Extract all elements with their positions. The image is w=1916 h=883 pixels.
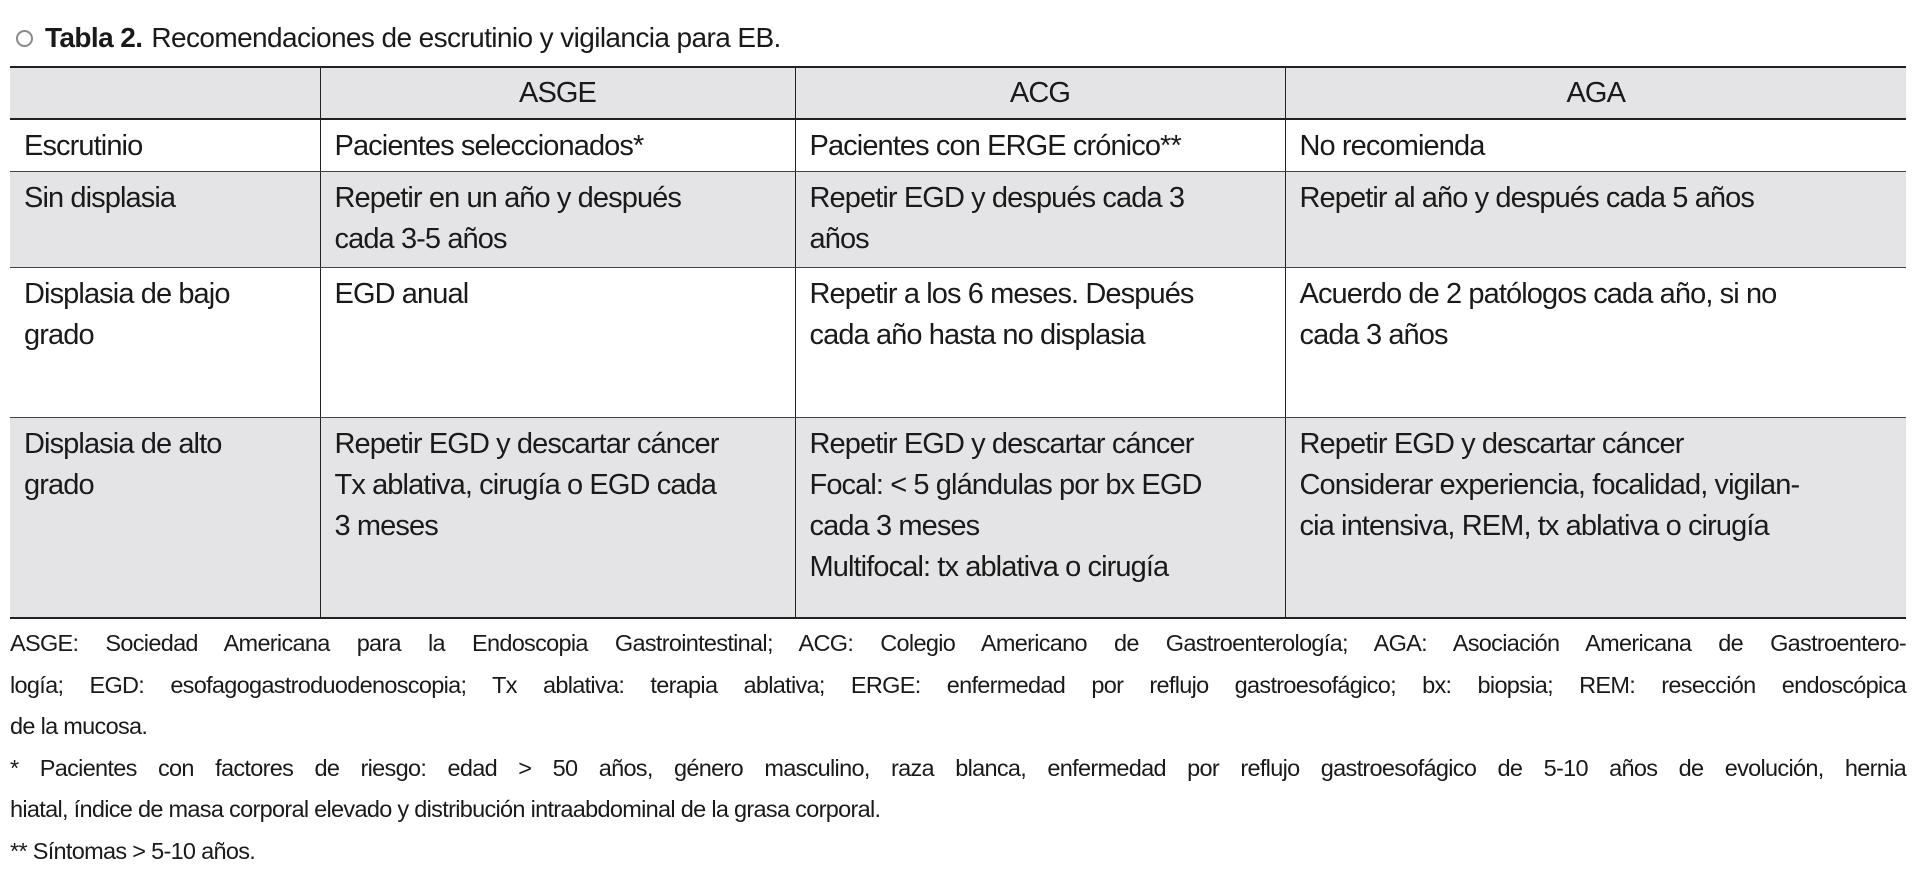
- table-header-row: [10, 67, 1906, 119]
- acg-cell: [795, 171, 1285, 267]
- cell-text-line: Pacientes seleccionados*: [334, 130, 644, 162]
- row-label-cell: [10, 417, 320, 618]
- note-line: ASGE: Sociedad Americana para la Endoscopia Gastrointestinal; ACG: Colegio Americano de Gastroenterología; AGA: Asociación Americana de Gastroentero-: [10, 630, 1906, 656]
- recommendations-table: [10, 66, 1906, 619]
- note-line: * Pacientes con factores de riesgo: edad > 50 años, género masculino, raza blanca, enfermedad por reflujo gastroesofágico de 5-10 años de evolución, hernia: [10, 754, 1906, 781]
- acg-cell: [795, 119, 1285, 171]
- cell-text-line: Pacientes con ERGE crónico**: [809, 130, 1181, 162]
- cell-text-line: Displasia de alto: [24, 427, 222, 460]
- asge-cell: [320, 171, 795, 267]
- cell-text-line: Repetir en un año y después: [334, 181, 682, 214]
- header-cell-empty: [10, 67, 320, 119]
- caption-text: Recomendaciones de escrutinio y vigilancia para EB.: [151, 22, 781, 53]
- cell-text-line: Escrutinio: [24, 130, 143, 162]
- cell-text-line: cada año hasta no displasia: [809, 318, 1145, 351]
- cell-text-line: Sin displasia: [24, 181, 176, 214]
- table-row: [10, 119, 1906, 171]
- cell-text-line: Repetir a los 6 meses. Después: [809, 277, 1194, 310]
- cell-text-line: cada 3 meses: [809, 509, 980, 542]
- row-label-cell: [10, 267, 320, 417]
- cell-text-line: Acuerdo de 2 patólogos cada año, si no: [1299, 277, 1777, 310]
- cell-text-line: Repetir EGD y descartar cáncer: [1299, 427, 1684, 460]
- cell-text-line: Repetir EGD y después cada 3: [809, 181, 1185, 214]
- cell-text-line: Repetir al año y después cada 5 años: [1299, 181, 1754, 214]
- cell-text-line: Multifocal: tx ablativa o cirugía: [809, 550, 1169, 583]
- note-line: hiatal, índice de masa corporal elevado y distribución intraabdominal de la grasa corporal.: [10, 796, 881, 822]
- abbreviations-note: [10, 623, 1906, 748]
- table-row: [10, 417, 1906, 618]
- table-notes: [10, 623, 1906, 872]
- footnote-risk-factors: [10, 748, 1906, 831]
- note-line: ** Síntomas > 5-10 años.: [10, 837, 256, 864]
- cell-text-line: No recomienda: [1299, 130, 1485, 162]
- cell-text-line: EGD anual: [334, 277, 469, 310]
- cell-text-line: 3 meses: [334, 509, 438, 542]
- aga-cell: [1285, 417, 1906, 618]
- table-row: [10, 267, 1906, 417]
- asge-cell: [320, 119, 795, 171]
- table-row: [10, 171, 1906, 267]
- cell-text-line: grado: [24, 468, 94, 501]
- asge-cell: [320, 267, 795, 417]
- footnote-symptoms: [10, 831, 1906, 873]
- row-label-cell: [10, 171, 320, 267]
- cell-text-line: Tx ablativa, cirugía o EGD cada: [334, 468, 717, 501]
- cell-text-line: Repetir EGD y descartar cáncer: [334, 427, 719, 460]
- cell-text-line: cada 3 años: [1299, 318, 1448, 351]
- cell-text-line: Considerar experiencia, focalidad, vigilan-: [1299, 468, 1800, 501]
- note-line: logía; EGD: esofagogastroduodenoscopia; Tx ablativa: terapia ablativa; ERGE: enfermedad por reflujo gastroesofágico; bx: biopsia; REM: resección endoscópica: [10, 671, 1906, 698]
- cell-text-line: Displasia de bajo: [24, 277, 230, 310]
- header-cell-aga: AGA: [1285, 67, 1906, 119]
- note-line: de la mucosa.: [10, 713, 148, 739]
- cell-text-line: grado: [24, 318, 94, 351]
- asge-cell: [320, 417, 795, 618]
- table-caption: [16, 18, 1906, 58]
- cell-text-line: cada 3-5 años: [334, 222, 507, 255]
- acg-cell: [795, 417, 1285, 618]
- acg-cell: [795, 267, 1285, 417]
- cell-text-line: cia intensiva, REM, tx ablativa o cirugía: [1299, 509, 1769, 542]
- cell-text-line: Repetir EGD y descartar cáncer: [809, 427, 1194, 460]
- aga-cell: [1285, 119, 1906, 171]
- header-cell-asge: ASGE: [320, 67, 795, 119]
- header-cell-acg: ACG: [795, 67, 1285, 119]
- row-label-cell: [10, 119, 320, 171]
- cell-text-line: años: [809, 222, 869, 255]
- aga-cell: [1285, 171, 1906, 267]
- aga-cell: [1285, 267, 1906, 417]
- cell-text-line: Focal: < 5 glándulas por bx EGD: [809, 468, 1202, 501]
- circle-bullet-icon: [16, 30, 33, 47]
- caption-label: Tabla 2.: [45, 22, 143, 53]
